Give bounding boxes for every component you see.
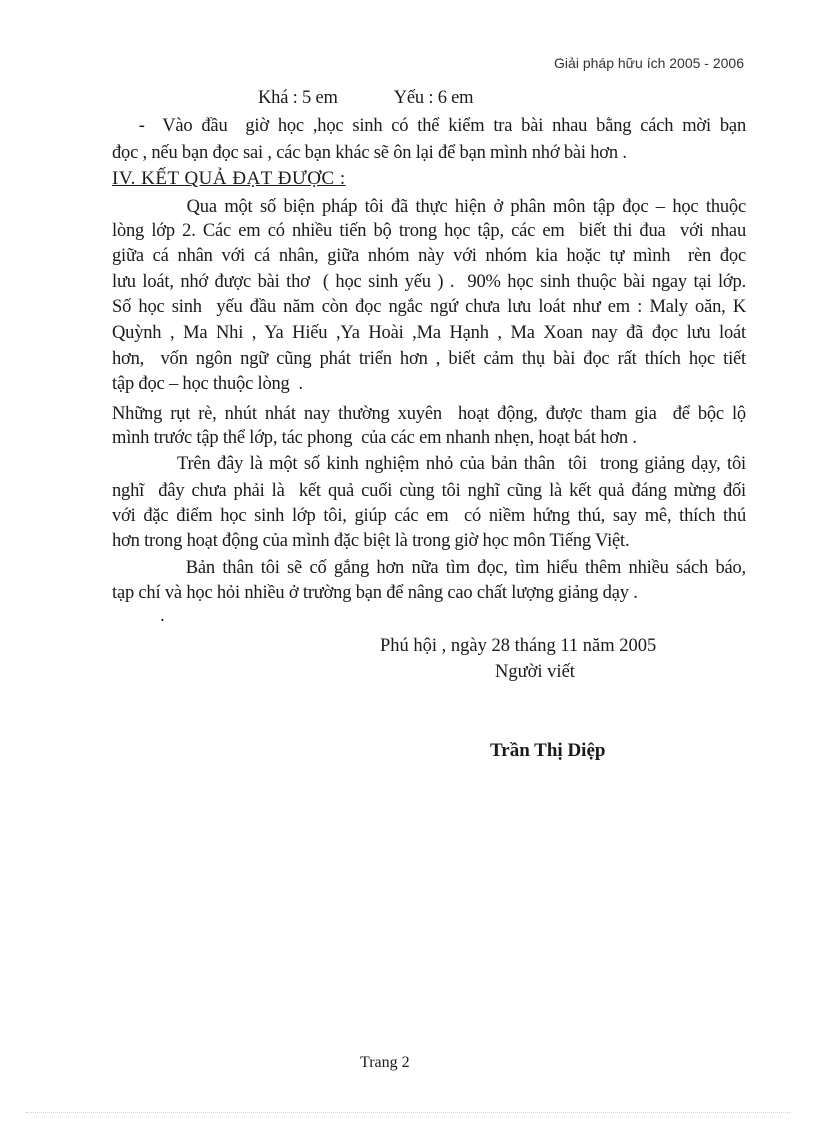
- p1-line-1: Qua một số biện pháp tôi đã thực hiện ở phân môn tập đọc – học thuộc: [112, 197, 746, 217]
- signature-name: Trần Thị Diệp: [490, 740, 606, 761]
- p4-line-2: tạp chí và học hỏi nhiều ở trường bạn để nâng cao chất lượng giảng dạy .: [112, 583, 638, 603]
- p1-line-4: lưu loát, nhớ được bài thơ ( học sinh yếu ) . 90% học sinh thuộc bài ngay tại lớp.: [112, 272, 746, 292]
- intro-line-1: - Vào đầu giờ học ,học sinh có thể kiểm tra bài nhau bằng cách mời bạn: [112, 116, 746, 136]
- section-heading: IV. KẾT QUẢ ĐẠT ĐƯỢC :: [112, 168, 346, 189]
- p2-line-2: mình trước tập thể lớp, tác phong của các em nhanh nhẹn, hoạt bát hơn .: [112, 428, 637, 448]
- p3-line-3: với đặc điểm học sinh lớp tôi, giúp các em có niềm hứng thú, say mê, thích thú: [112, 506, 746, 526]
- page-number: Trang 2: [360, 1054, 410, 1071]
- p1-line-7: hơn, vốn ngôn ngữ cũng phát triển hơn , biết cảm thụ bài đọc rất thích học tiết: [112, 349, 746, 369]
- stat-yeu: Yếu : 6 em: [393, 88, 474, 108]
- p1-line-2: lòng lớp 2. Các em có nhiều tiến bộ trong học tập, các em biết thi đua với nhau: [112, 221, 746, 241]
- p3-line-1: Trên đây là một số kinh nghiệm nhỏ của bản thân tôi trong giảng dạy, tôi: [112, 454, 746, 474]
- signature-role: Người viết: [495, 662, 575, 682]
- intro-line-2: đọc , nếu bạn đọc sai , các bạn khác sẽ ôn lại để bạn mình nhớ bài hơn .: [112, 143, 627, 163]
- stray-dot: .: [160, 606, 165, 626]
- p1-line-5: Số học sinh yếu đầu năm còn đọc ngắc ngứ chưa lưu loát như em : Maly oăn, K: [112, 297, 746, 317]
- p1-line-6: Quỳnh , Ma Nhi , Ya Hiếu ,Ya Hoài ,Ma Hạnh , Ma Xoan nay đã đọc lưu loát: [112, 323, 746, 343]
- stats-line: [258, 88, 473, 109]
- stat-kha: Khá : 5 em: [258, 88, 338, 108]
- p1-line-8: tập đọc – học thuộc lòng .: [112, 374, 303, 394]
- p3-line-2: nghĩ đây chưa phải là kết quả cuối cùng tôi nghĩ cũng là kết quả đáng mừng đối: [112, 481, 746, 501]
- p2-line-1: Những rụt rè, nhút nhát nay thường xuyên hoạt động, được tham gia để bộc lộ: [112, 404, 746, 424]
- page-header: Giải pháp hữu ích 2005 - 2006: [554, 55, 744, 71]
- signature-place-date: Phú hội , ngày 28 tháng 11 năm 2005: [380, 636, 657, 656]
- p4-line-1: Bản thân tôi sẽ cố gắng hơn nữa tìm đọc, tìm hiểu thêm nhiều sách báo,: [112, 558, 746, 578]
- p3-line-4: hơn trong hoạt động của mình đặc biệt là trong giờ học môn Tiếng Việt.: [112, 531, 630, 551]
- page-bottom-divider: [26, 1112, 790, 1113]
- p1-line-3: giữa cá nhân với cá nhân, giữa nhóm này với nhóm kia hoặc tự mình rèn đọc: [112, 246, 746, 266]
